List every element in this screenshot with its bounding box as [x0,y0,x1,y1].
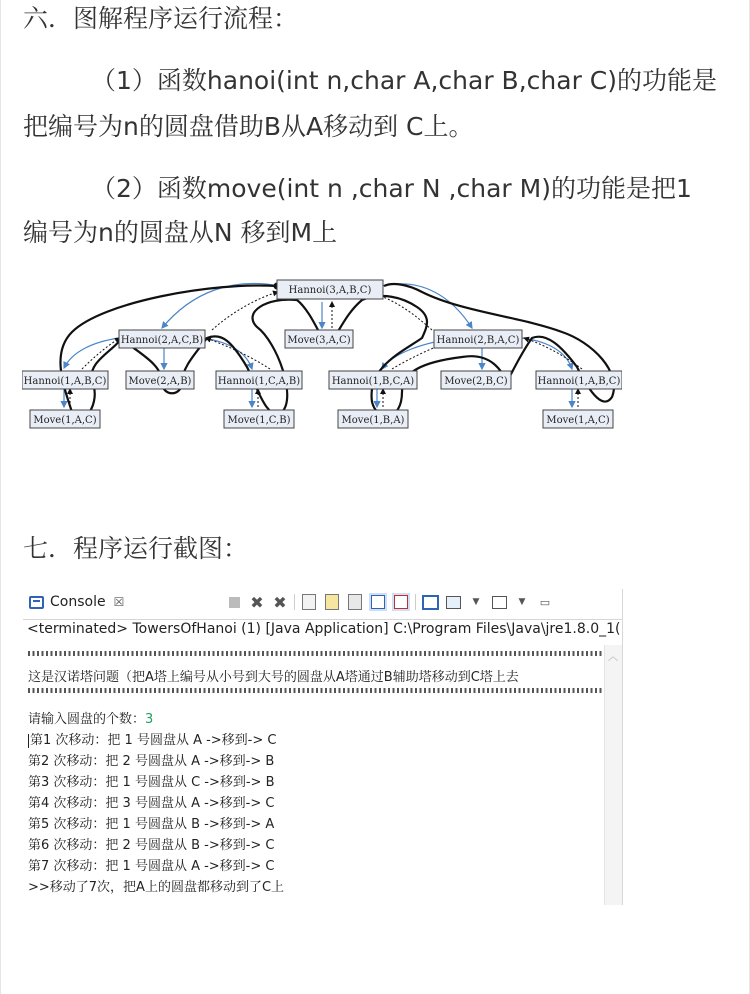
chevron-down-icon[interactable]: ▼ [472,597,480,607]
leaf-6: Hannoi(1,A,B,C) [537,376,621,387]
node-root: Hannoi(3,A,B,C) [288,285,372,296]
node-right-call: Hannoi(2,B,A,C) [436,335,520,346]
step-line: 第5 次移动：把 1 号圆盘从 B ->移到-> A [28,817,275,832]
show-stdout-icon[interactable] [369,593,387,611]
show-stderr-icon[interactable] [392,593,410,611]
step-line: 第1 次移动：把 1 号圆盘从 A ->移到-> C [30,733,277,748]
para1-line2: 把编号为n的圆盘借助B从A移动到 C上。 [23,112,474,141]
remove-launch-icon[interactable]: ✖ [250,592,264,612]
section-7-heading: 七．程序运行截图： [23,534,249,563]
move-leaf-4: Move(1,A,C) [546,415,610,426]
return-arrows [70,292,582,407]
summary-line: >>移动了7次，把A上的圆盘都移动到了C上 [28,880,285,895]
intro-line: 这是汉诺塔问题（把A塔上编号从小号到大号的圆盘从A塔通过B辅助塔移动到C塔上去 [28,670,519,685]
prompt-text: 请输入圆盘的个数： [28,712,146,727]
hanoi-call-diagram [22,272,622,432]
para1-line1: （1）函数hanoi(int n,char A,char B,char C)的功能是 [91,66,718,95]
word-wrap-icon[interactable] [346,593,364,611]
node-left-call: Hannoi(2,A,C,B) [120,335,204,346]
leaf-1: Hannoi(1,A,B,C) [23,376,107,387]
star-divider-top [28,651,603,656]
console-tab-bar [23,589,622,620]
console-icon [29,596,44,609]
leaf-5: Move(2,B,C) [444,376,508,387]
step-line: 第2 次移动：把 2 号圆盘从 A ->移到-> B [28,754,275,769]
move-leaf-3: Move(1,B,A) [341,415,405,426]
move-leaf-2: Move(1,C,B) [227,415,291,426]
leaf-4: Hannoi(1,B,C,A) [331,376,415,387]
leaf-2: Move(2,A,B) [128,376,192,387]
remove-all-icon[interactable]: ✖ [273,592,287,612]
step-line: 第3 次移动：把 1 号圆盘从 C ->移到-> B [28,775,275,790]
display-console-icon[interactable] [444,593,462,611]
console-toolbar [225,593,554,611]
leaf-3: Hannoi(1,C,A,B) [217,376,301,387]
text-cursor [28,734,29,748]
terminated-status: <terminated> TowersOfHanoi (1) [Java Application] C:\Program Files\Java\jre1.8.0_1( [27,621,621,637]
console-tab[interactable] [29,594,124,610]
chevron-down-icon[interactable]: ▼ [518,597,526,607]
pin-console-icon[interactable] [421,593,439,611]
node-move-3: Move(3,A,C) [287,335,351,346]
scroll-up-icon[interactable]: ︿ [608,652,618,663]
step-line: 第7 次移动：把 1 号圆盘从 A ->移到-> C [28,859,275,874]
para2-line1: （2）函数move(int n ,char N ,char M)的功能是把1 [91,174,692,203]
toolbar-separator-2 [415,594,416,610]
move-leaf-1: Move(1,A,C) [33,415,97,426]
step-line: 第6 次移动：把 2 号圆盘从 B ->移到-> C [28,838,275,853]
scroll-lock-icon[interactable] [323,593,341,611]
console-output [23,645,605,905]
input-value: 3 [145,712,154,727]
star-divider-bottom [28,688,603,693]
minimize-icon[interactable]: ▭ [539,595,551,609]
toolbar-separator [294,594,295,610]
para2-line2: 编号为n的圆盘从N 移到M上 [23,218,338,247]
console-scrollbar[interactable] [604,645,622,905]
close-icon[interactable]: ☒ [113,595,125,609]
console-screenshot [23,589,623,905]
section-6-heading: 六．图解程序运行流程： [23,4,299,33]
open-console-icon[interactable] [490,593,508,611]
prompt-line [28,708,153,727]
clear-console-icon[interactable] [300,593,318,611]
console-tab-label: Console [50,594,106,610]
execution-trace [60,284,614,419]
left-border [0,0,1,994]
step-line: 第4 次移动：把 3 号圆盘从 A ->移到-> C [28,796,275,811]
terminate-icon[interactable] [225,593,243,611]
